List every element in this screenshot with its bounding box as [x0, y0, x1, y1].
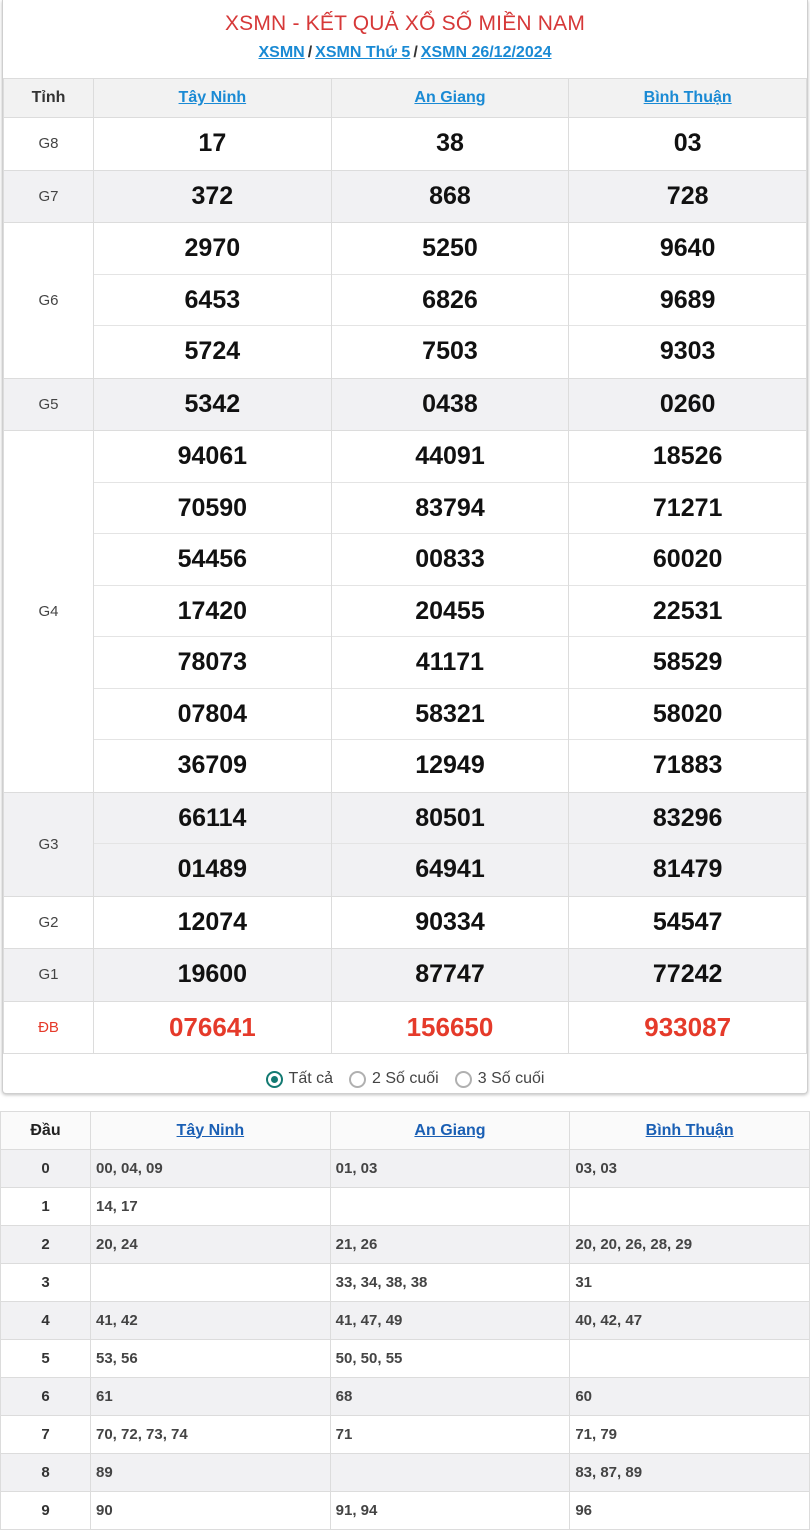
- loto-cell: 03, 03: [570, 1150, 810, 1188]
- loto-cell: 90: [91, 1492, 331, 1530]
- prize-row: [4, 223, 807, 379]
- loto-cell: 96: [570, 1492, 810, 1530]
- prize-label: G7: [4, 170, 94, 223]
- prize-number: 5250: [332, 223, 569, 275]
- loto-head-digit: 8: [1, 1454, 91, 1492]
- prize-number: 7503: [422, 337, 478, 365]
- prize-cell: [94, 118, 332, 171]
- prize-number: 44091: [332, 431, 569, 483]
- prize-cell: [94, 949, 332, 1002]
- prize-number: 58020: [569, 689, 806, 741]
- filter-option-label: 2 Số cuối: [372, 1070, 439, 1087]
- loto-head-digit: 5: [1, 1340, 91, 1378]
- loto-cell: 70, 72, 73, 74: [91, 1416, 331, 1454]
- breadcrumb-separator: /: [413, 44, 418, 61]
- loto-cell: 14, 17: [91, 1188, 331, 1226]
- breadcrumb-link-thu5[interactable]: XSMN Thứ 5: [315, 44, 411, 61]
- prize-number: 20455: [332, 586, 569, 638]
- prize-number: 156650: [406, 1011, 494, 1042]
- prize-number: 41171: [332, 637, 569, 689]
- prize-cell: [569, 1001, 807, 1054]
- loto-row: [1, 1454, 810, 1492]
- loto-province-link-binh-thuan[interactable]: Bình Thuận: [645, 1121, 734, 1139]
- loto-cell: 00, 04, 09: [91, 1150, 331, 1188]
- loto-header-row: [1, 1112, 810, 1150]
- filter-option-all[interactable]: [266, 1070, 333, 1088]
- prize-cell: [94, 1001, 332, 1054]
- loto-cell: 53, 56: [91, 1340, 331, 1378]
- results-header-row: [4, 79, 807, 118]
- prize-label: G8: [4, 118, 94, 171]
- col-header-province: [331, 79, 569, 118]
- prize-number: 54547: [652, 907, 723, 936]
- digit-filter: [3, 1054, 807, 1104]
- loto-row: [1, 1188, 810, 1226]
- prize-number: 71271: [569, 483, 806, 535]
- loto-cell: 40, 42, 47: [570, 1302, 810, 1340]
- loto-table: [0, 1111, 810, 1530]
- radio-selected-icon[interactable]: [266, 1071, 283, 1088]
- prize-number: 87747: [415, 960, 485, 988]
- prize-cell: [94, 378, 332, 431]
- loto-cell: 61: [91, 1378, 331, 1416]
- prize-number: 03: [673, 129, 702, 157]
- prize-number: 83794: [332, 483, 569, 535]
- province-link-tay-ninh[interactable]: Tây Ninh: [178, 89, 247, 106]
- prize-number: 12949: [415, 751, 485, 779]
- prize-label: G5: [4, 378, 94, 431]
- loto-cell: [570, 1188, 810, 1226]
- prize-row: [4, 949, 807, 1002]
- prize-number: 868: [429, 181, 471, 210]
- prize-number: 58529: [569, 637, 806, 689]
- prize-cell: [331, 170, 569, 223]
- prize-number: 9689: [569, 275, 806, 327]
- prize-cell: [94, 223, 332, 379]
- province-link-binh-thuan[interactable]: Bình Thuận: [643, 89, 732, 106]
- breadcrumb: [3, 44, 807, 62]
- col-header-province: [569, 79, 807, 118]
- prize-number: 0438: [422, 389, 478, 418]
- prize-number: 12074: [177, 907, 248, 936]
- prize-cell: [331, 431, 569, 793]
- prize-cell: [569, 170, 807, 223]
- prize-number: 54456: [94, 534, 331, 586]
- col-header-province: [91, 1112, 331, 1150]
- prize-number: 728: [666, 181, 709, 210]
- prize-cell: [569, 896, 807, 949]
- prize-cell: [569, 949, 807, 1002]
- prize-number: 38: [436, 129, 464, 157]
- results-header: [3, 0, 807, 78]
- prize-number: 01489: [177, 855, 248, 883]
- radio-unselected-icon[interactable]: [349, 1071, 366, 1088]
- prize-cell: [331, 118, 569, 171]
- loto-cell: [91, 1264, 331, 1302]
- prize-cell: [569, 118, 807, 171]
- prize-label: G1: [4, 949, 94, 1002]
- col-header-dau: Đầu: [1, 1112, 91, 1150]
- loto-row: [1, 1340, 810, 1378]
- loto-cell: 60: [570, 1378, 810, 1416]
- loto-row: [1, 1302, 810, 1340]
- prize-number: 6826: [332, 275, 569, 327]
- prize-number: 66114: [94, 793, 331, 845]
- prize-cell: [569, 378, 807, 431]
- prize-row: [4, 170, 807, 223]
- prize-row: [4, 896, 807, 949]
- prize-label: G2: [4, 896, 94, 949]
- prize-cell: [569, 792, 807, 896]
- loto-head-digit: 2: [1, 1226, 91, 1264]
- prize-number: 00833: [332, 534, 569, 586]
- loto-cell: [570, 1340, 810, 1378]
- prize-label: ĐB: [4, 1001, 94, 1054]
- filter-option-3-digits[interactable]: [455, 1070, 545, 1088]
- loto-cell: 33, 34, 38, 38: [330, 1264, 570, 1302]
- prize-number: 372: [191, 181, 234, 210]
- prize-label: G3: [4, 792, 94, 896]
- loto-cell: 41, 47, 49: [330, 1302, 570, 1340]
- prize-number: 9640: [569, 223, 806, 275]
- prize-number: 19600: [177, 960, 248, 988]
- prize-number: 58321: [332, 689, 569, 741]
- prize-row: [4, 1001, 807, 1054]
- loto-row: [1, 1378, 810, 1416]
- prize-number: 2970: [94, 223, 331, 275]
- prize-number: 94061: [94, 431, 331, 483]
- loto-cell: 50, 50, 55: [330, 1340, 570, 1378]
- loto-head-digit: 6: [1, 1378, 91, 1416]
- prize-cell: [331, 792, 569, 896]
- loto-cell: 20, 20, 26, 28, 29: [570, 1226, 810, 1264]
- prize-number: 5724: [184, 337, 241, 365]
- loto-cell: 71, 79: [570, 1416, 810, 1454]
- filter-option-label: Tất cả: [288, 1070, 334, 1087]
- results-body: [4, 118, 807, 1054]
- prize-label: G4: [4, 431, 94, 793]
- prize-number: 78073: [94, 637, 331, 689]
- loto-cell: 20, 24: [91, 1226, 331, 1264]
- prize-number: 18526: [569, 431, 806, 483]
- loto-cell: 41, 42: [91, 1302, 331, 1340]
- breadcrumb-separator: /: [307, 44, 313, 61]
- prize-cell: [94, 896, 332, 949]
- col-header-province: [570, 1112, 810, 1150]
- prize-row: [4, 378, 807, 431]
- filter-option-2-digits[interactable]: [349, 1070, 439, 1088]
- prize-cell: [331, 896, 569, 949]
- loto-cell: 68: [330, 1378, 570, 1416]
- loto-cell: 01, 03: [330, 1150, 570, 1188]
- loto-cell: [330, 1454, 570, 1492]
- prize-number: 77242: [652, 960, 723, 988]
- prize-row: [4, 118, 807, 171]
- radio-unselected-icon[interactable]: [455, 1071, 472, 1088]
- page-title: XSMN - KẾT QUẢ XỔ SỐ MIỀN NAM: [224, 12, 586, 35]
- loto-cell: [330, 1188, 570, 1226]
- loto-row: [1, 1150, 810, 1188]
- prize-cell: [94, 431, 332, 793]
- prize-number: 64941: [415, 855, 485, 883]
- prize-number: 07804: [94, 689, 331, 741]
- prize-number: 71883: [652, 751, 723, 779]
- prize-number: 933087: [644, 1011, 732, 1042]
- loto-cell: 31: [570, 1264, 810, 1302]
- loto-body: [1, 1150, 810, 1530]
- loto-cell: 71: [330, 1416, 570, 1454]
- filter-option-label: 3 Số cuối: [477, 1070, 545, 1087]
- prize-number: 36709: [177, 751, 248, 779]
- prize-cell: [331, 223, 569, 379]
- loto-head-digit: 1: [1, 1188, 91, 1226]
- prize-number: 70590: [94, 483, 331, 535]
- prize-cell: [94, 792, 332, 896]
- col-header-tinh: Tỉnh: [4, 79, 94, 118]
- results-card: [2, 0, 808, 1094]
- loto-head-digit: 4: [1, 1302, 91, 1340]
- loto-row: [1, 1492, 810, 1530]
- prize-number: 83296: [569, 793, 806, 845]
- prize-label: G6: [4, 223, 94, 379]
- breadcrumb-link-date[interactable]: XSMN 26/12/2024: [420, 44, 552, 61]
- prize-cell: [331, 378, 569, 431]
- results-table: [3, 78, 807, 1054]
- prize-cell: [569, 431, 807, 793]
- loto-head-digit: 9: [1, 1492, 91, 1530]
- loto-cell: 89: [91, 1454, 331, 1492]
- province-link-an-giang[interactable]: An Giang: [414, 89, 486, 106]
- prize-number: 90334: [415, 907, 485, 936]
- loto-head-digit: 7: [1, 1416, 91, 1454]
- col-header-province: [94, 79, 332, 118]
- prize-number: 0260: [659, 389, 716, 418]
- prize-row: [4, 792, 807, 896]
- loto-cell: 91, 94: [330, 1492, 570, 1530]
- prize-number: 17420: [94, 586, 331, 638]
- prize-number: 6453: [94, 275, 331, 327]
- loto-cell: 21, 26: [330, 1226, 570, 1264]
- loto-section: [0, 1111, 810, 1530]
- prize-number: 9303: [659, 337, 716, 365]
- prize-number: 5342: [184, 389, 241, 418]
- prize-number: 076641: [168, 1011, 256, 1042]
- loto-row: [1, 1226, 810, 1264]
- prize-cell: [331, 949, 569, 1002]
- prize-number: 17: [198, 129, 227, 157]
- loto-head-digit: 3: [1, 1264, 91, 1302]
- prize-number: 80501: [332, 793, 569, 845]
- prize-number: 22531: [569, 586, 806, 638]
- prize-cell: [331, 1001, 569, 1054]
- prize-row: [4, 431, 807, 793]
- loto-head-digit: 0: [1, 1150, 91, 1188]
- loto-row: [1, 1416, 810, 1454]
- prize-number: 60020: [569, 534, 806, 586]
- loto-row: [1, 1264, 810, 1302]
- col-header-province: [330, 1112, 570, 1150]
- prize-number: 81479: [652, 855, 723, 883]
- loto-province-link-tay-ninh[interactable]: Tây Ninh: [176, 1121, 245, 1139]
- prize-cell: [569, 223, 807, 379]
- loto-province-link-an-giang[interactable]: An Giang: [414, 1121, 486, 1139]
- breadcrumb-link-xsmn[interactable]: XSMN: [258, 44, 305, 61]
- loto-cell: 83, 87, 89: [570, 1454, 810, 1492]
- prize-cell: [94, 170, 332, 223]
